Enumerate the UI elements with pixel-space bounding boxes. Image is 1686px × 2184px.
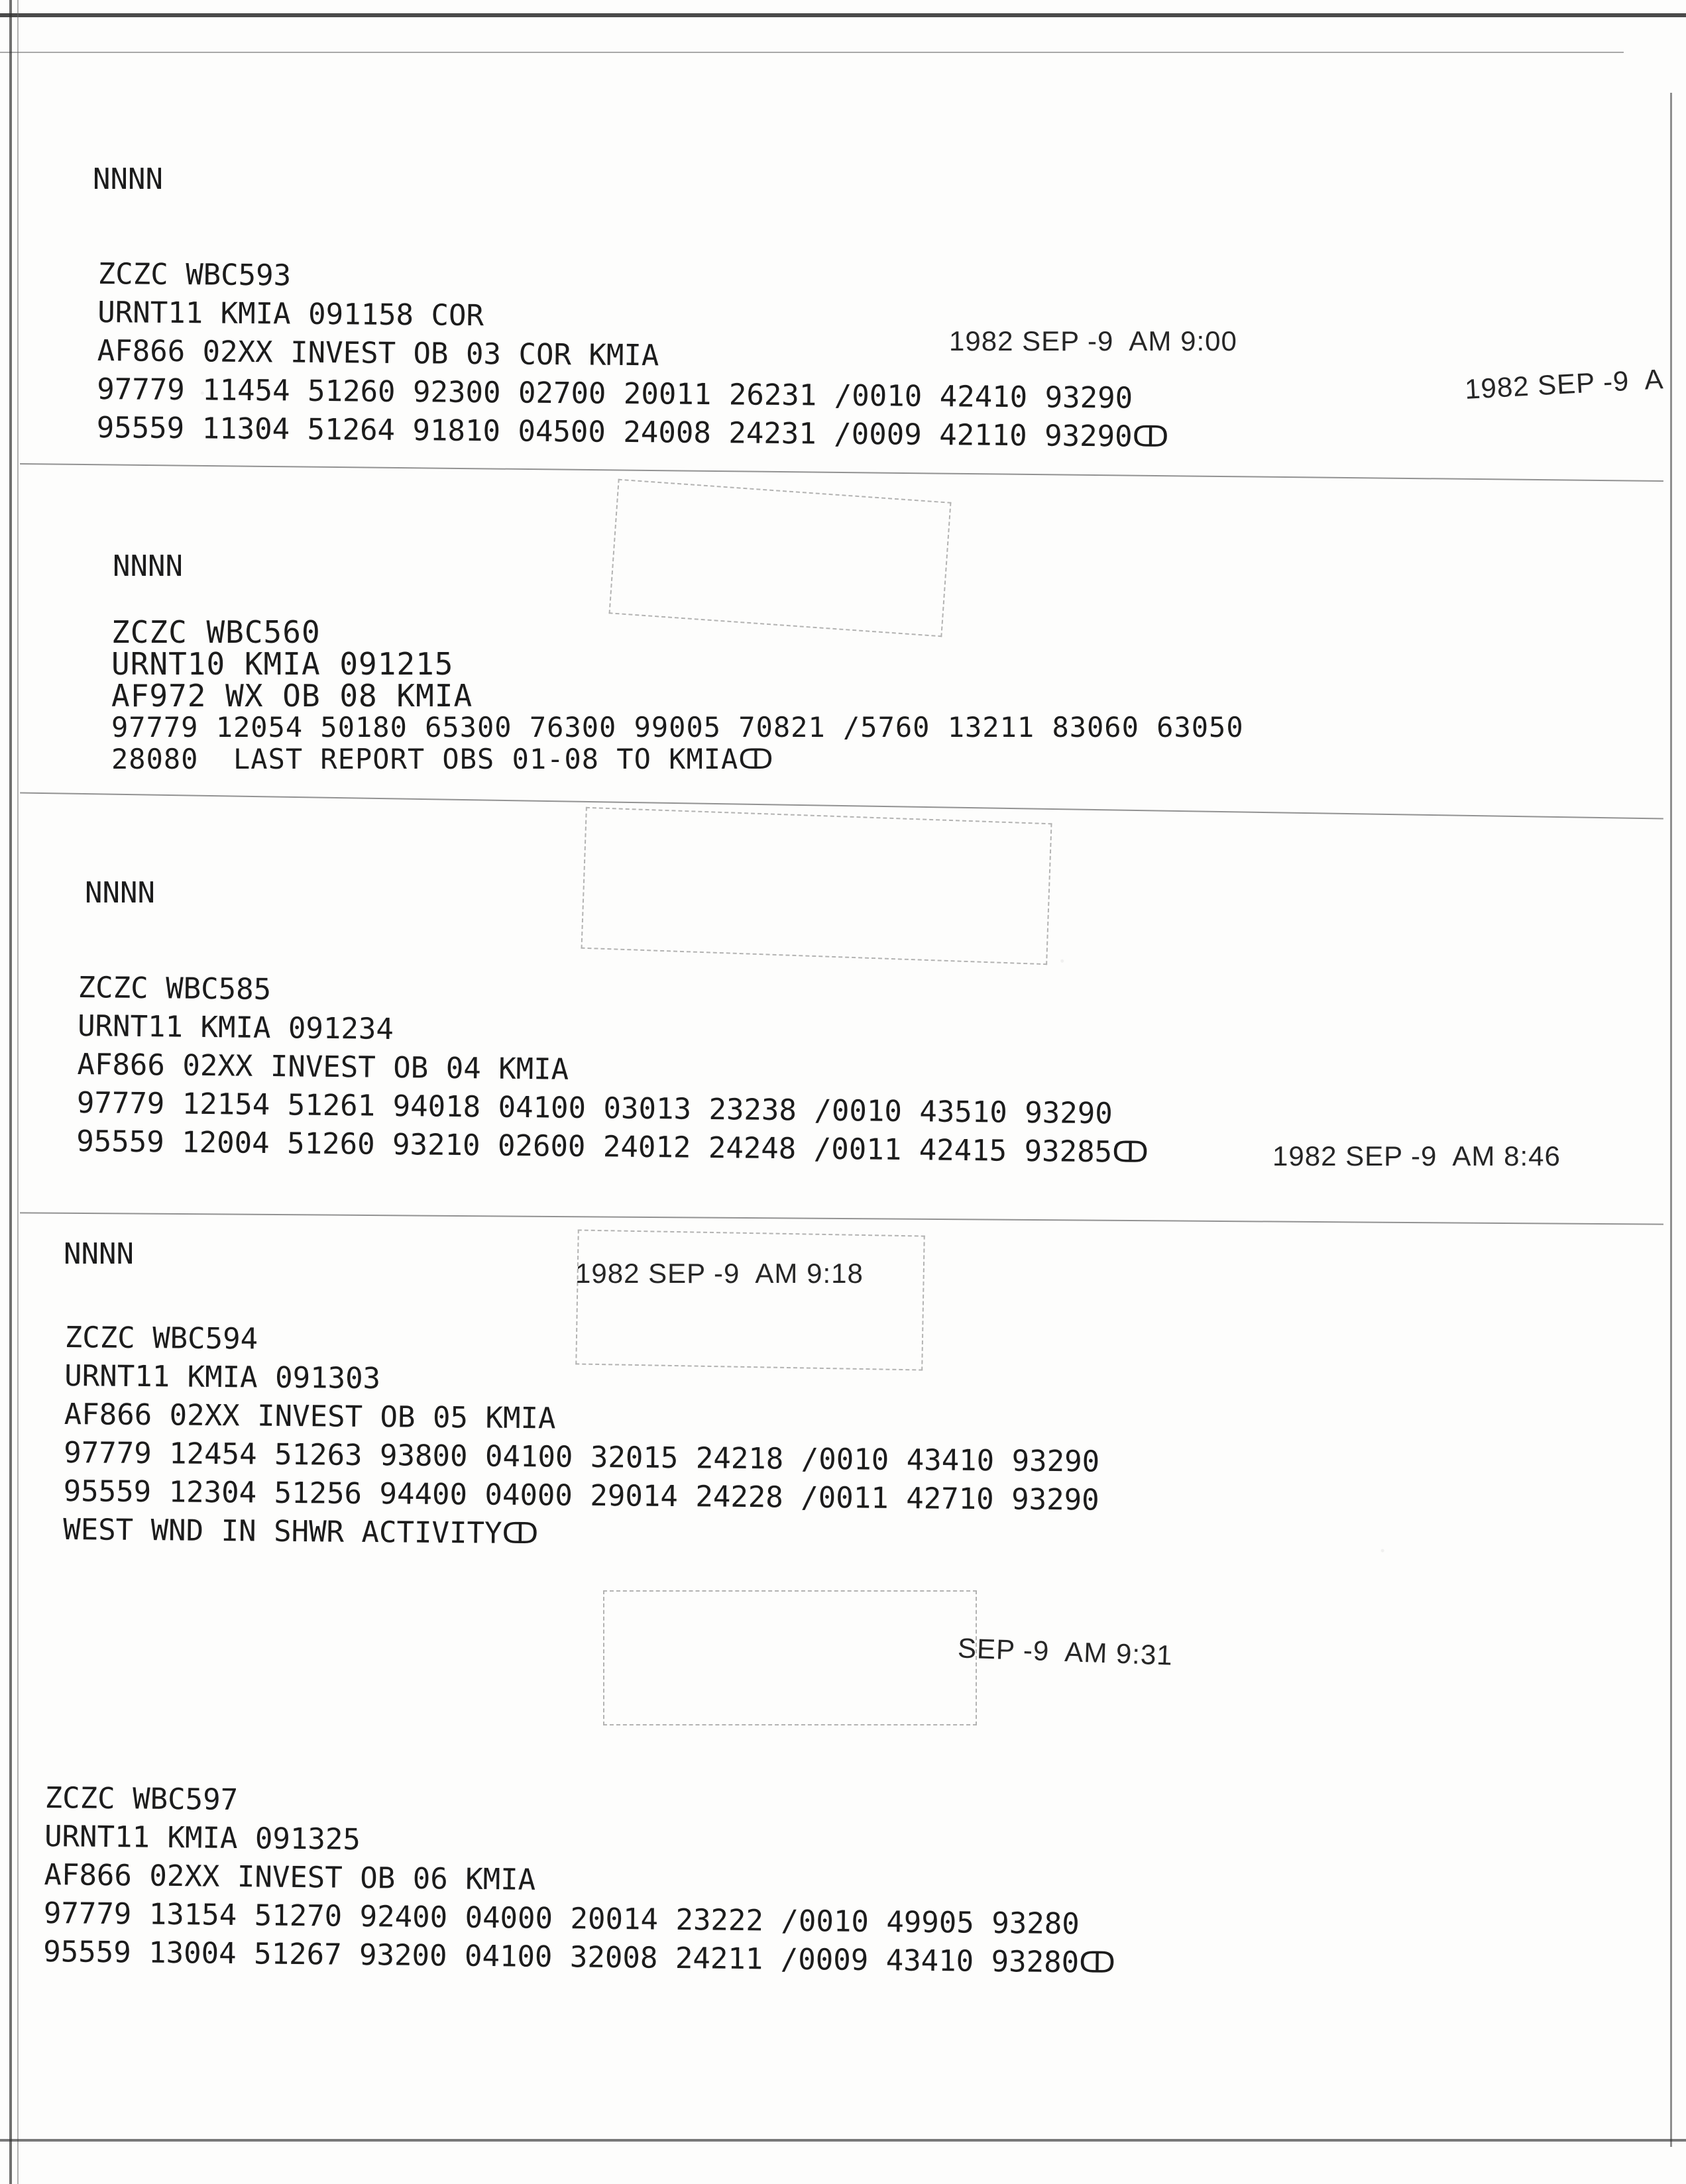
teletype-message bbox=[111, 616, 1244, 775]
message-separator: NNNN bbox=[113, 549, 183, 583]
received-timestamp: 1982 SEP -9 AM 9:18 bbox=[575, 1258, 864, 1289]
observation-line: 97779 12154 51261 94018 04100 03013 23238 /0010 43510 93290 bbox=[76, 1085, 1113, 1131]
faint-stamp-box bbox=[603, 1590, 977, 1725]
remarks-line: WEST WND IN SHWR ACTIVITYↀ bbox=[62, 1512, 539, 1551]
message-header: ZCZC WBC594 bbox=[64, 1320, 258, 1356]
teletype-message bbox=[76, 969, 1151, 1172]
message-header: ZCZC WBC597 bbox=[44, 1780, 239, 1818]
message-title-line: AF866 02XX INVEST OB 06 KMIA bbox=[44, 1857, 536, 1897]
message-title-line: AF866 02XX INVEST OB 05 KMIA bbox=[64, 1397, 556, 1436]
message-separator: NNNN bbox=[64, 1237, 134, 1271]
received-timestamp: 1982 SEP -9 AM 9:00 bbox=[949, 325, 1237, 356]
message-header: ZCZC WBC593 bbox=[97, 256, 292, 293]
teletype-message bbox=[63, 1319, 1101, 1558]
faint-stamp-box bbox=[608, 479, 951, 637]
message-separator: NNNN bbox=[85, 876, 155, 910]
faint-stamp-box bbox=[581, 807, 1052, 965]
observation-line: 97779 11454 51260 92300 02700 20011 26231 /0010 42410 93290 bbox=[97, 372, 1133, 415]
message-id-line: URNT11 KMIA 091325 bbox=[44, 1819, 361, 1857]
message-title-line: AF972 WX OB 08 KMIA bbox=[111, 678, 473, 714]
message-title-line: AF866 02XX INVEST OB 04 KMIA bbox=[77, 1047, 569, 1087]
page-top-edge bbox=[0, 13, 1686, 17]
strip-tear-line bbox=[20, 463, 1663, 482]
message-id-line: URNT10 KMIA 091215 bbox=[111, 646, 454, 682]
observation-line: 95559 12004 51260 93210 02600 24012 24248 /0011 42415 93285ↀ bbox=[76, 1124, 1149, 1170]
message-id-line: URNT11 KMIA 091234 bbox=[77, 1009, 394, 1046]
received-timestamp: 1982 SEP -9 A bbox=[1463, 363, 1665, 405]
message-title-line: AF866 02XX INVEST OB 03 COR KMIA bbox=[97, 333, 659, 373]
observation-line: 28080 LAST REPORT OBS 01-08 TO KMIAↀ bbox=[111, 743, 774, 775]
page-right-edge bbox=[1670, 93, 1672, 2147]
message-header: ZCZC WBC560 bbox=[111, 614, 321, 650]
message-header: ZCZC WBC585 bbox=[78, 970, 272, 1007]
strip-tear-line bbox=[20, 1212, 1663, 1225]
page-left-edge-shadow bbox=[17, 0, 19, 2184]
message-separator: NNNN bbox=[93, 162, 163, 196]
page-bottom-edge bbox=[0, 2139, 1686, 2142]
teletype-message bbox=[43, 1779, 1117, 1983]
message-id-line: URNT11 KMIA 091158 COR bbox=[97, 295, 484, 333]
page-top-edge-shadow bbox=[0, 52, 1624, 53]
received-timestamp: 1982 SEP -9 AM 8:46 bbox=[1272, 1140, 1561, 1172]
observation-line: 95559 13004 51267 93200 04100 32008 24211 /0009 43410 93280ↀ bbox=[43, 1934, 1116, 1980]
observation-line: 95559 11304 51264 91810 04500 24008 24231 /0009 42110 93290ↀ bbox=[96, 410, 1169, 455]
message-id-line: URNT11 KMIA 091303 bbox=[64, 1358, 381, 1396]
observation-line: 97779 12454 51263 93800 04100 32015 24218 /0010 43410 93290 bbox=[64, 1435, 1100, 1479]
page-left-edge bbox=[9, 0, 12, 2184]
received-timestamp: SEP -9 AM 9:31 bbox=[957, 1632, 1174, 1671]
observation-line: 95559 12304 51256 94400 04000 29014 24228 /0011 42710 93290 bbox=[63, 1474, 1099, 1517]
observation-line: 97779 13154 51270 92400 04000 20014 23222 /0010 49905 93280 bbox=[43, 1896, 1080, 1941]
observation-line: 97779 12054 50180 65300 76300 99005 70821 /5760 13211 83060 63050 bbox=[111, 711, 1244, 743]
